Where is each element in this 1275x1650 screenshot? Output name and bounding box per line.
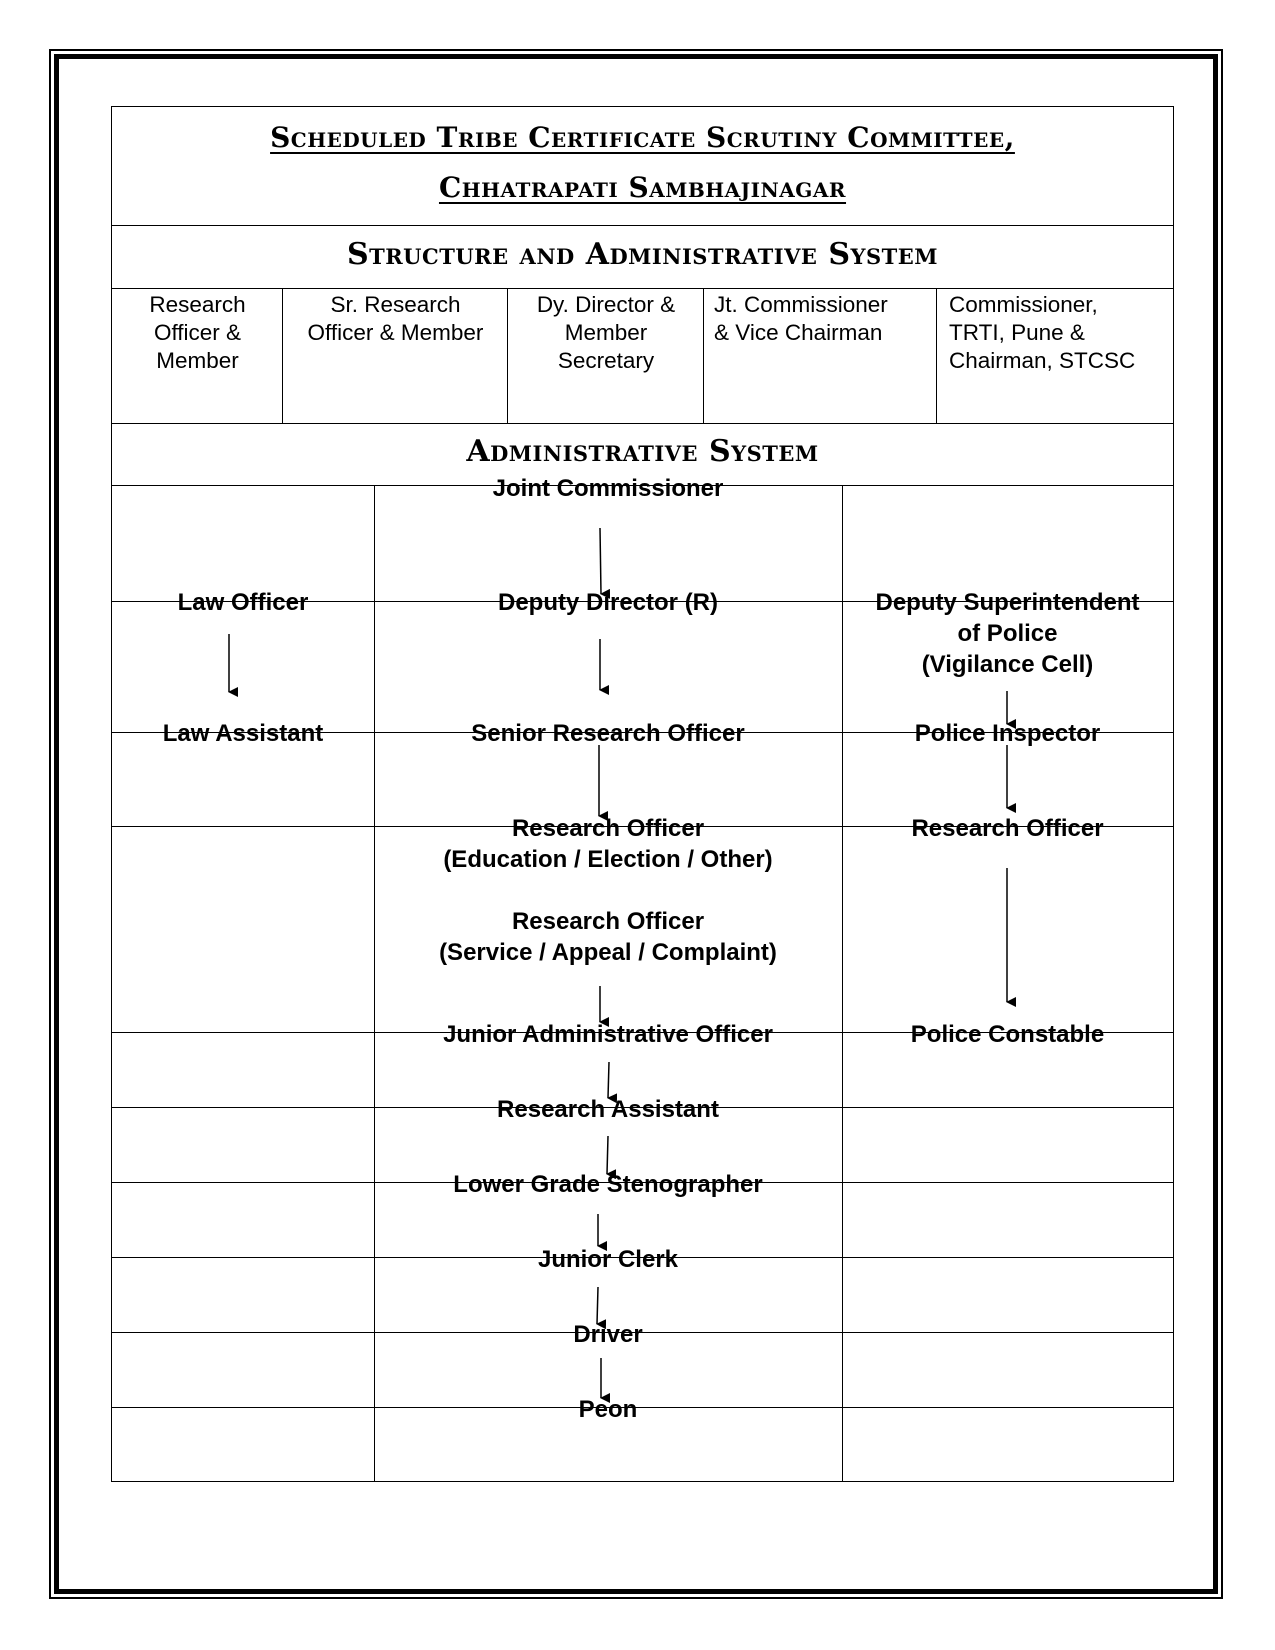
- role-commissioner: [936, 289, 1173, 423]
- police-inspector: Police Inspector: [914, 720, 1101, 747]
- role-text: Jt. Commissioner: [714, 292, 888, 317]
- research-officer-service: [374, 906, 842, 968]
- admin-heading: Administrative System: [466, 434, 819, 469]
- peon: Peon: [578, 1396, 638, 1423]
- deputy-director: Deputy Director (R): [497, 589, 719, 616]
- law-officer: Law Officer: [177, 589, 309, 616]
- research-assistant: Research Assistant: [497, 1096, 719, 1123]
- dysp-line: of Police: [957, 620, 1058, 647]
- title-box: [111, 106, 1174, 226]
- role-text: Officer &: [153, 320, 242, 345]
- role-deputy-director: [507, 289, 704, 423]
- role-text: Member: [156, 348, 239, 373]
- senior-research-officer: Senior Research Officer: [471, 720, 745, 747]
- role-text: Chairman, STCSC: [949, 348, 1136, 373]
- research-officer-education: [374, 813, 842, 875]
- role-jt-commissioner: [703, 289, 937, 423]
- dysp-line: Deputy Superintendent: [875, 589, 1140, 616]
- role-text: Officer & Member: [307, 320, 484, 345]
- arrow-down-icon: [608, 1062, 609, 1098]
- role-text: & Vice Chairman: [714, 320, 883, 345]
- role-text: Member: [564, 320, 648, 345]
- org-chart: [111, 475, 1174, 1482]
- research-officer-scope: (Education / Election / Other): [443, 846, 773, 873]
- role-text: Commissioner,: [949, 292, 1098, 317]
- role-text: Secretary: [557, 348, 655, 373]
- role-text: Sr. Research: [330, 292, 461, 317]
- role-text: Dy. Director &: [536, 292, 676, 317]
- joint-commissioner: Joint Commissioner: [492, 475, 724, 502]
- title-line-1: Scheduled Tribe Certificate Scrutiny Committee,: [270, 121, 1015, 154]
- role-text: TRTI, Pune &: [949, 320, 1085, 345]
- role-sr-research-officer: [282, 289, 508, 423]
- law-assistant: Law Assistant: [162, 720, 324, 747]
- junior-administrative-officer: Junior Administrative Officer: [443, 1021, 773, 1048]
- research-officer-title: Research Officer: [511, 908, 705, 935]
- deputy-superintendent-of-police: [842, 587, 1173, 680]
- structure-heading: Structure and Administrative System: [346, 237, 939, 272]
- title-line-2: Chhatrapati Sambhajinagar: [438, 171, 847, 204]
- role-research-officer: [112, 289, 283, 423]
- role-text: Research: [149, 292, 246, 317]
- arrow-down-icon: [600, 528, 601, 594]
- police-constable: Police Constable: [910, 1021, 1105, 1048]
- research-officer-vigilance: Research Officer: [911, 815, 1104, 842]
- research-officer-title: Research Officer: [511, 815, 705, 842]
- junior-clerk: Junior Clerk: [537, 1246, 679, 1273]
- dysp-line: (Vigilance Cell): [921, 651, 1094, 678]
- driver: Driver: [573, 1321, 643, 1348]
- structure-heading-box: [111, 225, 1174, 289]
- research-officer-scope: (Service / Appeal / Complaint): [439, 939, 777, 966]
- structure-roles-row: [111, 288, 1174, 424]
- lower-grade-stenographer: Lower Grade Stenographer: [453, 1171, 763, 1198]
